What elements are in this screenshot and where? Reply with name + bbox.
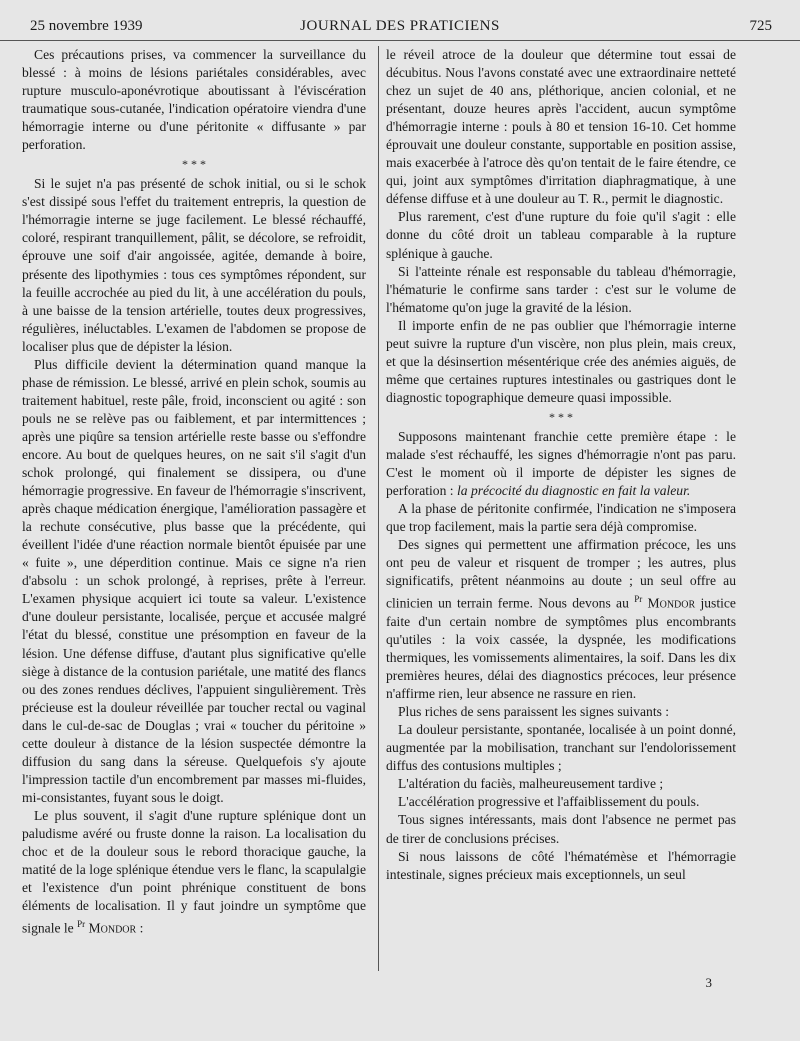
italic-phrase: la précocité du diagnostic en fait la valeur. [456,483,691,499]
author-name: Mondor [88,920,137,936]
paragraph: Il importe enfin de ne pas oublier que l'hémorragie interne peut suivre la rupture d'un viscère, non plus plein, mais creux, et que la désinsertion mésentérique crée des anémies aiguës, de même que certaines ruptures intestinales ou gastriques dont le diagnostic topographique demeure quasi impossible. [386,317,736,405]
paragraph: Si nous laissons de côté l'hématémèse et l'hémorragie intestinale, signes précieux mais exceptionnels, un seul [386,848,736,882]
asterism [22,157,366,172]
paragraph [22,807,366,938]
author-name: Mondor [647,595,696,611]
running-header [0,16,800,41]
paragraph [386,536,736,703]
paragraph: La douleur persistante, spontanée, localisée à un point donné, augmentée par la mobilisation, tranchant sur l'endolorissement diffus des contusions multiples ; [386,722,736,774]
title-abbrev: Pr [77,919,86,930]
paragraph: Plus rarement, c'est d'une rupture du foie qu'il s'agit : elle donne du côté droit un tableau comparable à la rupture splénique à gauche. [386,209,736,261]
asterism-text: * * * [182,157,206,172]
signature-number: 3 [705,975,712,990]
right-column [386,46,736,884]
asterism [386,409,736,424]
paragraph: L'accélération progressive et l'affaiblissement du pouls. [398,794,700,810]
header-page-number: 725 [749,18,772,34]
paragraph [386,428,736,500]
header-journal-title: JOURNAL DES PRATICIENS [300,18,500,34]
paragraph-end: : [136,920,144,936]
asterism-text: * * * [549,409,573,424]
paragraph-text: Le plus souvent, il s'agit d'une rupture splénique dont un paludisme avéré ou fruste donne la raison. La localisation du choc et de la douleur sous le rebord thoracique gauche, la matité de la loge splénique étendue vers le flanc, la scapulalgie et l'existence d'un point phrénique constituent de bons éléments de localisation. Il y faut joindre un symptôme que signale le [22,807,366,936]
title-abbrev: Pr [634,594,643,605]
paragraph-text: Supposons maintenant franchie cette première étape : le malade s'est réchauffé, les signes d'hémorragie n'ont pas paru. C'est le moment où il importe de dépister les signes de perforation : [386,428,736,499]
paragraph: le réveil atroce de la douleur que détermine tout essai de décubitus. Nous l'avons constaté avec une extraordinaire netteté chez un sujet de 40 ans, pléthorique, ancien colonial, et ne présentant, douze heures après l'accident, aucun symptôme d'hémorragie interne : pouls à 80 et tension 16-10. Cet homme éprouvait une douleur constante, supportable en position assise, mais exacerbée à l'atroce dès qu'on tentait de le faire étendre, ce qui, joint aux symptômes d'irritation diaphragmatique, à une défense diffuse et à une douleur au T. R., permit le diagnostic. [386,47,736,207]
left-column [22,46,366,938]
paragraph: Ces précautions prises, va commencer la surveillance du blessé : à moins de lésions pariétales considérables, avec rupture musculo-aponévrotique aboutissant à l'éviscération traumatique sous-cutanée, l'indication opératoire viendra d'une hémorragie interne ou d'une péritonite « diffusante » par perforation. [22,47,366,153]
paragraph: A la phase de péritonite confirmée, l'indication ne s'imposera que trop facilement, mais la partie sera déjà compromise. [386,501,736,535]
paragraph: Plus difficile devient la détermination quand manque la phase de rémission. Le blessé, arrivé en plein schok, soumis au traitement habituel, reste pâle, froid, inconscient ou agité : son pouls ne se relève pas ou faiblement, et par intermittences ; après une piqûre sa tension artérielle reste basse ou s'effondre encore. Au bout de quelques heures, on ne sait s'il s'agit d'un schok prolongé, qui finalement se dissipera, ou d'une hémorragie progressive. En faveur de l'hémorragie s'inscrivent, après chaque médication énergique, l'amélioration passagère et la rechute consécutive, plus basse que la précédente, qui éveillent l'idée d'une réaction normale bientôt épuisée par une « fuite », une déperdition continue. Mais ce signe n'a rien d'absolu : un schok prolongé, à reprises, prête à l'erreur. L'examen physique acquiert ici toute sa valeur. L'existence d'une douleur persistante, localisée, perçue et accusée malgré l'état du blessé, constitue une présomption en faveur de la lésion. Une défense diffuse, d'autant plus significative qu'elle siège à distance de la contusion pariétale, une matité des flancs ou des zones rendues déclives, l'appuient singulièrement. Très précieuse est la douleur réveillée par toucher rectal ou vaginal dans le cul-de-sac de Douglas ; vrai « toucher du péritoine » cette douleur à distance de la lésion suspectée démontre la diffusion du sang dans la séreuse. Quelquefois s'y ajoute l'impression tactile d'un encombrement par masses mi-fluides, mi-consistantes, fuyant sous le doigt. [22,356,366,805]
paragraph: Si le sujet n'a pas présenté de schok initial, ou si le schok s'est dissipé sous l'effet du traitement entrepris, la question de l'hémorragie interne se juge facilement. Le blessé réchauffé, coloré, respirant tranquillement, pâlit, se décolore, se refroidit, éprouve une soif d'air angoissée, agitée, demande à boire, présente des lipothymies : tous ces symptômes répondent, sur la feuille accrochée au pied du lit, à une accélération du pouls, à une baisse de la tension artérielle, toutes deux progressives, régulières, inéluctables. L'examen de l'abdomen se propose de localiser plus que de dépister la lésion. [22,176,366,354]
header-date: 25 novembre 1939 [30,18,143,34]
paragraph-text: justice faite d'un certain nombre de symptômes plus encombrants qu'utiles : la voix cassée, la dyspnée, les modifications thermiques, les vomissements alimentaires, la soif. Dans les dix premières heures, délai des diagnostics précoces, leur présence n'affirme rien, leur absence ne rassure en rien. [386,595,736,702]
paragraph: Tous signes intéressants, mais dont l'absence ne permet pas de tirer de conclusions précises. [386,812,736,846]
paragraph-text: Des signes qui permettent une affirmation précoce, les uns ont peu de valeur et risquent de tromper ; les autres, plus significatifs, prêtent néanmoins au doute ; un seul offre au clinicien un terrain ferme. Nous devons au [386,537,736,611]
paragraph: L'altération du faciès, malheureusement tardive ; [398,776,664,792]
column-divider [378,46,379,971]
paragraph: Si l'atteinte rénale est responsable du tableau d'hémorragie, l'hématurie le confirme sans tarder : c'est sur le volume de l'hématome qu'on juge la gravité de la lésion. [386,263,736,315]
paragraph: Plus riches de sens paraissent les signes suivants : [398,704,670,720]
